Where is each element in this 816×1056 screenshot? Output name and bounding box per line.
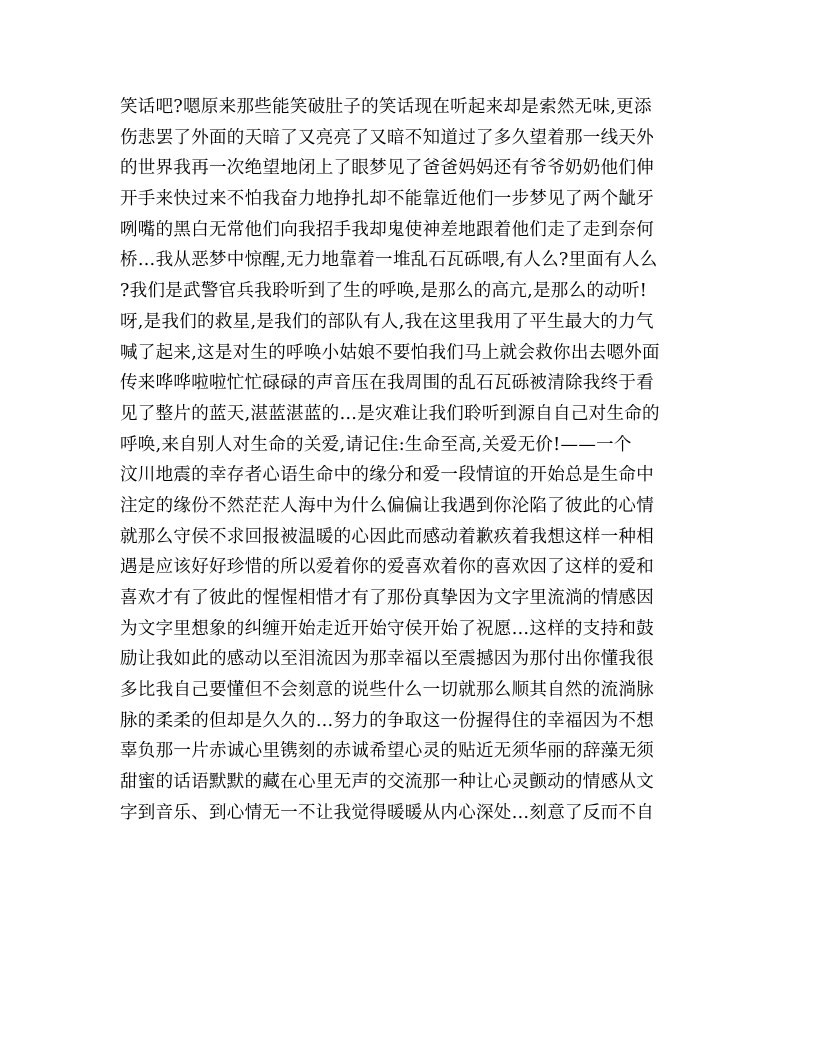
- text-line: 伤悲罢了外面的天暗了又亮亮了又暗不知道过了多久望着那一线天外: [120, 127, 654, 148]
- text-line: 多比我自己要懂但不会刻意的说些什么一切就那么顺其自然的流淌脉: [120, 680, 654, 701]
- text-line: 为文字里想象的纠缠开始走近开始守侯开始了祝愿…这样的支持和鼓: [120, 618, 654, 639]
- text-line: 笑话吧?嗯原来那些能笑破肚子的笑话现在听起来却是索然无味,更添: [120, 97, 652, 117]
- text-line: 呼唤,来自别人对生命的关爱,请记住:生命至高,关爱无价!——一个: [120, 434, 632, 455]
- text-line: 就那么守侯不求回报被温暖的心因此而感动着歉疚着我想这样一种相: [120, 526, 654, 547]
- text-line: 辜负那一片赤诚心里镌刻的赤诚希望心灵的贴近无须华丽的辞藻无须: [120, 741, 654, 762]
- text-line: 励让我如此的感动以至泪流因为那幸福以至震撼因为那付出你懂我很: [120, 649, 654, 670]
- body-text: [120, 92, 700, 829]
- text-line: 甜蜜的话语默默的藏在心里无声的交流那一种让心灵颤动的情感从文: [120, 772, 654, 793]
- text-line: 桥…我从恶梦中惊醒,无力地靠着一堆乱石瓦砾喂,有人么?里面有人么: [120, 250, 658, 271]
- text-line: ?我们是武警官兵我聆听到了生的呼唤,是那么的高亢,是那么的动听!: [120, 281, 648, 302]
- text-line: 咧嘴的黑白无常他们向我招手我却鬼使神差地跟着他们走了走到奈何: [120, 219, 654, 240]
- text-line: 传来哗哗啦啦忙忙碌碌的声音压在我周围的乱石瓦砾被清除我终于看: [120, 373, 654, 394]
- text-line: 字到音乐、到心情无一不让我觉得暖暖从内心深处…刻意了反而不自: [120, 802, 654, 823]
- text-line: 喊了起来,这是对生的呼唤小姑娘不要怕我们马上就会救你出去嗯外面: [120, 342, 660, 363]
- text-line: 开手来快过来不怕我奋力地挣扎却不能靠近他们一步梦见了两个龇牙: [120, 189, 654, 210]
- text-line: 注定的缘份不然茫茫人海中为什么偏偏让我遇到你沦陷了彼此的心情: [120, 495, 654, 516]
- text-line: 脉的柔柔的但却是久久的…努力的争取这一份握得住的幸福因为不想: [120, 710, 654, 731]
- text-line: 遇是应该好好珍惜的所以爱着你的爱喜欢着你的喜欢因了这样的爱和: [120, 557, 654, 578]
- text-line: 见了整片的蓝天,湛蓝湛蓝的…是灾难让我们聆听到源自自己对生命的: [120, 403, 660, 424]
- text-line: 汶川地震的幸存者心语生命中的缘分和爱一段情谊的开始总是生命中: [120, 465, 654, 486]
- text-line: 喜欢才有了彼此的惺惺相惜才有了那份真挚因为文字里流淌的情感因: [120, 588, 654, 608]
- text-line: 呀,是我们的救星,是我们的部队有人,我在这里我用了平生最大的力气: [120, 311, 654, 332]
- text-line: 的世界我再一次绝望地闭上了眼梦见了爸爸妈妈还有爷爷奶奶他们伸: [120, 158, 654, 179]
